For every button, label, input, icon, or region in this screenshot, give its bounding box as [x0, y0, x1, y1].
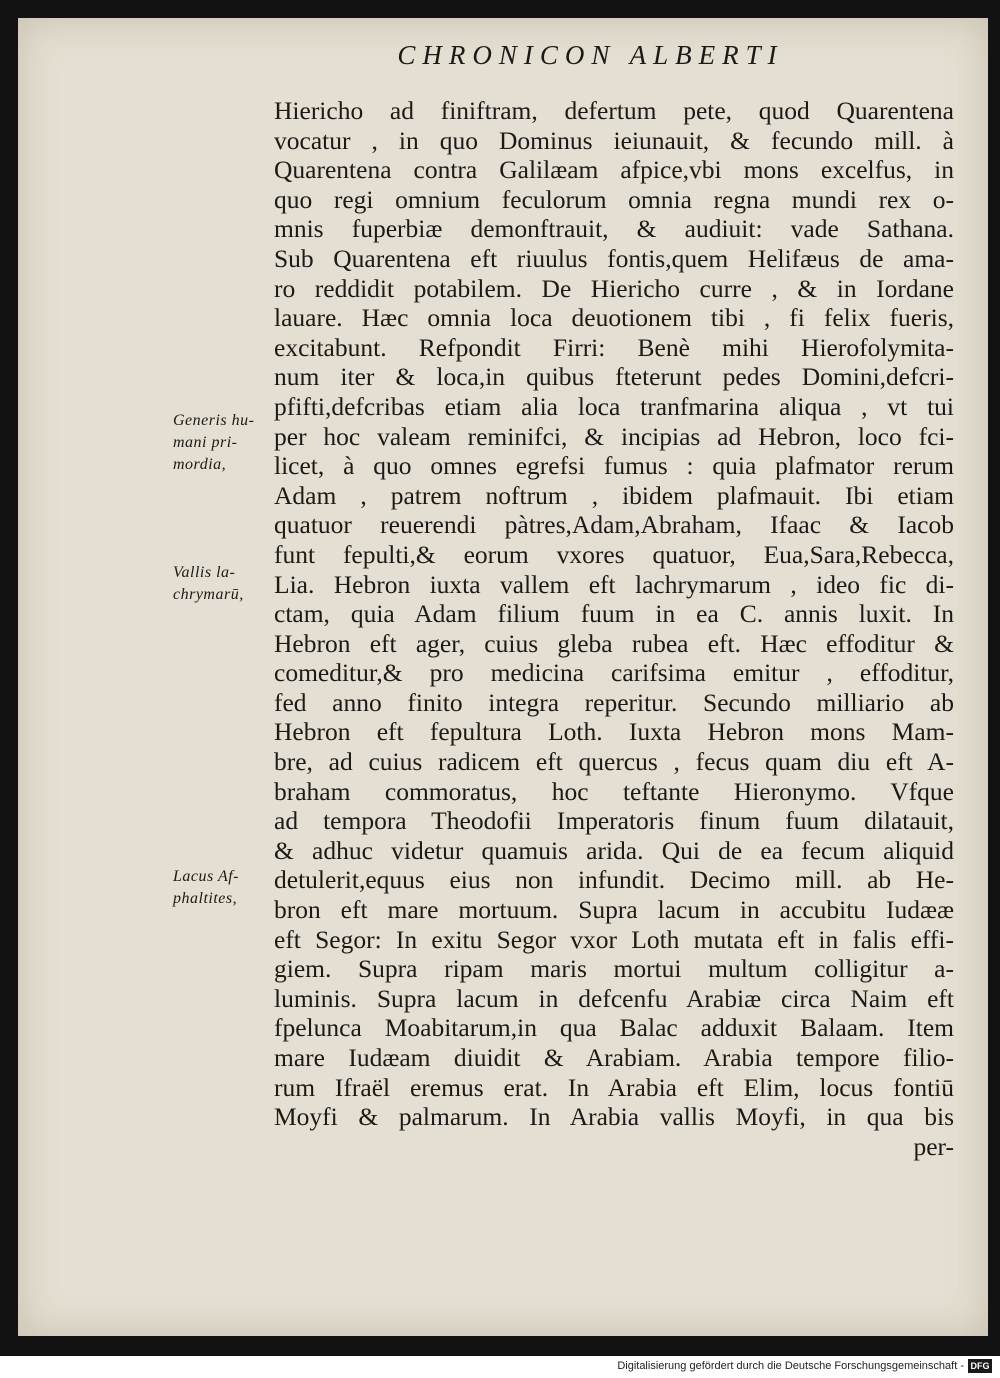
- text-line: rum Ifraël eremus erat. In Arabia eft Elim, locus fontiū: [274, 1072, 954, 1102]
- text-line: excitabunt. Refpondit Firri: Benè mihi Hierofolymita-: [274, 332, 954, 362]
- text-line: luminis. Supra lacum in defcenfu Arabiæ circa Naim eft: [274, 983, 954, 1013]
- text-line: eft Segor: In exitu Segor vxor Loth mutata eft in falis effi-: [274, 924, 954, 954]
- text-line: ro reddidit potabilem. De Hiericho curre , & in Iordane: [274, 273, 954, 303]
- text-line: Sub Quarentena eft riuulus fontis,quem Helifæus de ama-: [274, 243, 954, 273]
- text-line: fed anno finito integra reperitur. Secundo milliario ab: [274, 687, 954, 717]
- text-line: braham commoratus, hoc teftante Hieronymo. Vfque: [274, 776, 954, 806]
- text-line: Hebron eft fepultura Loth. Iuxta Hebron mons Mam-: [274, 717, 954, 747]
- funding-credit: Digitalisierung gefördert durch die Deutsche Forschungsgemeinschaft -: [617, 1360, 964, 1372]
- text-line: Hebron eft ager, cuius gleba rubea eft. Hæc effoditur &: [274, 628, 954, 658]
- body-text: [274, 96, 954, 1161]
- text-line: licet, à quo omnes egrefsi fumus : quia plafmator rerum: [274, 451, 954, 481]
- text-line: mare Iudæam diuidit & Arabiam. Arabia tempore filio-: [274, 1043, 954, 1072]
- text-line: Quarentena contra Galilæam afpice,vbi mons excelfus, in: [274, 155, 954, 185]
- margin-note-generis: [173, 410, 281, 476]
- text-line: bron eft mare mortuum. Supra lacum in accubitu Iudææ: [274, 895, 954, 925]
- text-line: comeditur,& pro medicina carifsima emitur , effoditur,: [274, 658, 954, 688]
- text-line: quo regi omnium feculorum omnia regna mundi rex o-: [274, 184, 954, 214]
- text-line: per hoc valeam reminifci, & incipias ad Hebron, loco fci-: [274, 421, 954, 451]
- catchword: per-: [913, 1131, 954, 1161]
- text-line: & adhuc videtur quamuis arida. Qui de ea fecum aliquid: [274, 835, 954, 865]
- text-line: vocatur , in quo Dominus ieiunauit, & fecundo mill. à: [274, 125, 954, 155]
- text-line: giem. Supra ripam maris mortui multum colligitur a-: [274, 954, 954, 984]
- text-line: Moyfi & palmarum. In Arabia vallis Moyfi, in qua bis: [274, 1102, 954, 1132]
- text-line: detulerit,equus eius non infundit. Decimo mill. ab He-: [274, 865, 954, 895]
- text-line: lauare. Hæc omnia loca deuotionem tibi , fi felix fueris,: [274, 303, 954, 333]
- text-line: ctam, quia Adam filium fuum in ea C. annis luxit. In: [274, 599, 954, 629]
- margin-note-vallis: [173, 562, 281, 606]
- text-line: Adam , patrem noftrum , ibidem plafmauit. Ibi etiam: [274, 480, 954, 510]
- text-line: mnis fuperbiæ demonftrauit, & audiuit: vade Sathana.: [274, 214, 954, 244]
- margin-note-line: Vallis la-: [173, 564, 236, 581]
- book-page: [18, 18, 988, 1336]
- text-line: num iter & loca,in quibus fteterunt pedes Domini,defcri-: [274, 362, 954, 392]
- margin-note-line: Generis hu-: [173, 412, 255, 429]
- running-title: CHRONICON ALBERTI: [397, 40, 784, 70]
- margin-note-line: mordia,: [173, 456, 227, 473]
- text-line: pfifti,defcribas etiam alia loca tranfmarina aliqua , vt tui: [274, 391, 954, 421]
- text-line: ad tempora Theodofii Imperatoris finum fuum dilatauit,: [274, 806, 954, 836]
- dfg-logo-icon: DFG: [968, 1359, 992, 1373]
- margin-note-line: Lacus Af-: [173, 868, 239, 885]
- margin-note-lacus: [173, 866, 281, 910]
- text-line: bre, ad cuius radicem eft quercus , fecus quam diu eft A-: [274, 747, 954, 777]
- margin-note-line: chrymarū,: [173, 586, 244, 603]
- text-line: fpelunca Moabitarum,in qua Balac adduxit Balaam. Item: [274, 1013, 954, 1043]
- text-line: Hiericho ad finiftram, defertum pete, quod Quarentena: [274, 96, 954, 125]
- margin-note-line: mani pri-: [173, 434, 238, 451]
- text-line: funt fepulti,& eorum vxores quatuor, Eua,Sara,Rebecca,: [274, 539, 954, 569]
- text-line: quatuor reuerendi pàtres,Adam,Abraham, Ifaac & Iacob: [274, 510, 954, 540]
- margin-note-line: phaltites,: [173, 890, 238, 907]
- text-line: Lia. Hebron iuxta vallem eft lachrymarum , ideo fic di-: [274, 569, 954, 599]
